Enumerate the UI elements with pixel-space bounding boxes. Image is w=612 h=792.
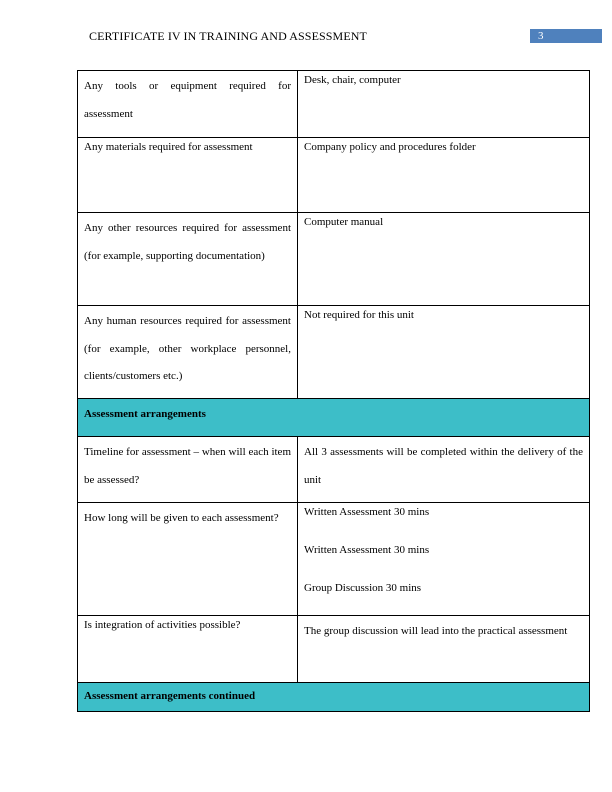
answer-cell-human-resources: Not required for this unit — [298, 306, 590, 399]
page-number-badge: 3 — [530, 29, 602, 43]
table-row-timeline — [78, 437, 590, 503]
question-cell-tools: Any tools or equipment required for assessment — [78, 71, 298, 138]
question-cell-other-resources: Any other resources required for assessment (for example, supporting documentation) — [78, 213, 298, 306]
section-header-row — [78, 683, 590, 712]
running-header-title: CERTIFICATE IV IN TRAINING AND ASSESSMENT — [89, 29, 367, 43]
table-row-duration — [78, 503, 590, 616]
assessment-resources-table — [77, 70, 590, 712]
table-row-tools — [78, 71, 590, 138]
duration-item: Group Discussion 30 mins — [304, 582, 422, 594]
duration-item: Written Assessment 30 mins — [304, 544, 430, 556]
section-header-row — [78, 399, 590, 437]
question-cell-materials: Any materials required for assessment — [78, 138, 298, 213]
table-row-human-resources — [78, 306, 590, 399]
answer-cell-integration: The group discussion will lead into the practical assessment — [298, 616, 590, 683]
question-cell-duration: How long will be given to each assessment? — [78, 503, 298, 616]
answer-cell-duration — [298, 503, 590, 616]
section-header-assessment-arrangements: Assessment arrangements — [78, 399, 590, 437]
answer-cell-other-resources: Computer manual — [298, 213, 590, 306]
table-row-other-resources — [78, 213, 590, 306]
question-cell-human-resources: Any human resources required for assessment (for example, other workplace personnel, clients/customers etc.) — [78, 306, 298, 399]
question-cell-integration: Is integration of activities possible? — [78, 616, 298, 683]
answer-cell-timeline: All 3 assessments will be completed within the delivery of the unit — [298, 437, 590, 503]
table-row-materials — [78, 138, 590, 213]
question-cell-timeline: Timeline for assessment – when will each item be assessed? — [78, 437, 298, 503]
answer-cell-tools: Desk, chair, computer — [298, 71, 590, 138]
duration-item: Written Assessment 30 mins — [304, 506, 430, 518]
table-row-integration — [78, 616, 590, 683]
section-header-assessment-arrangements-continued: Assessment arrangements continued — [78, 683, 590, 712]
answer-cell-materials: Company policy and procedures folder — [298, 138, 590, 213]
